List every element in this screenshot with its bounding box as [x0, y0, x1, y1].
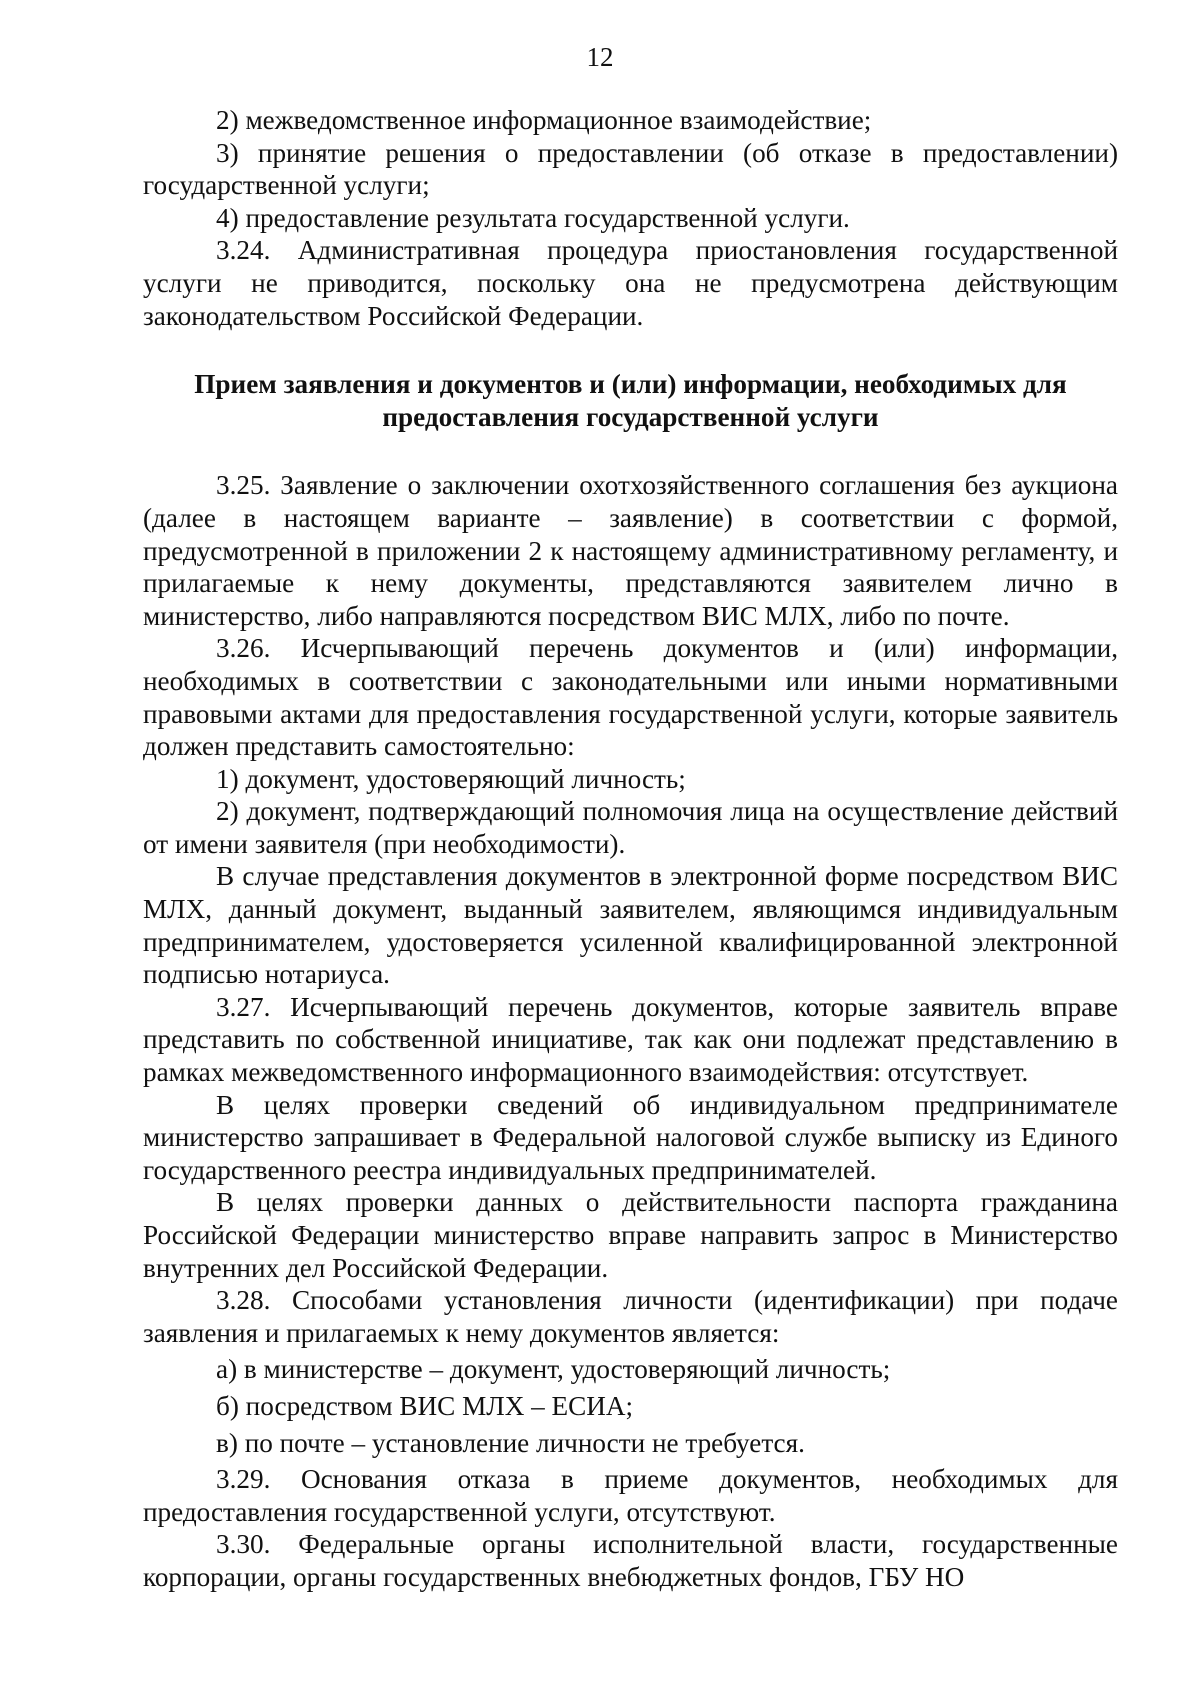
paragraph-list-item-2: 2) межведомственное информационное взаимодействие;	[216, 105, 872, 135]
paragraph-3-24: 3.24. Административная процедура приостановления государственной услуги не приводится, поскольку она не предусмотрена действующим законодательством Российской Федерации.	[143, 235, 1118, 331]
paragraph-3-26-item-1: 1) документ, удостоверяющий личность;	[216, 763, 686, 794]
paragraph-3-28: 3.28. Способами установления личности (идентификации) при подаче заявления и прилагаемых к нему документов является:	[143, 1285, 1118, 1348]
paragraph-3-26: 3.26. Исчерпывающий перечень документов и (или) информации, необходимых в соответствии с законодательными или иными нормативными правовыми актами для предоставления государственной услуги, которые заявитель должен представить самостоятельно:	[143, 633, 1118, 762]
paragraph-3-27: 3.27. Исчерпывающий перечень документов, которые заявитель вправе представить по собственной инициативе, так как они подлежат представлению в рамках межведомственного информационного взаимодействия: отсутствует.	[143, 991, 1118, 1088]
paragraph-tax-service-check: В целях проверки сведений об индивидуальном предпринимателе министерство запрашивает в Федеральной налоговой службе выписку из Единого государственного реестра индивидуальных предпринимателей.	[143, 1089, 1118, 1185]
document-body	[143, 104, 1118, 1594]
paragraph-3-25: 3.25. Заявление о заключении охотхозяйственного соглашения без аукциона (далее в настоящем варианте – заявление) в соответствии с формой, предусмотренной в приложении 2 к настоящему административному регламенту, и прилагаемые к нему документы, представляются заявителем лично в министерство, либо направляются посредством ВИС МЛХ, либо по почте.	[143, 470, 1118, 631]
paragraph-passport-check: В целях проверки данных о действительности паспорта гражданина Российской Федерации министерство вправе направить запрос в Министерство внутренних дел Российской Федерации.	[143, 1187, 1118, 1283]
section-heading-line-1: Прием заявления и документов и (или) информации, необходимых для	[194, 369, 1067, 400]
paragraph-list-item-4: 4) предоставление результата государственной услуги.	[216, 202, 850, 233]
paragraph-3-29: 3.29. Основания отказа в приеме документов, необходимых для предоставления государственной услуги, отсутствуют.	[143, 1464, 1118, 1527]
paragraph-3-28-item-c: в) по почте – установление личности не требуется.	[216, 1427, 805, 1458]
paragraph-3-28-item-a: а) в министерстве – документ, удостоверяющий личность;	[216, 1354, 891, 1385]
paragraph-3-28-item-b: б) посредством ВИС МЛХ – ЕСИА;	[216, 1390, 634, 1421]
section-heading-line-2: предоставления государственной услуги	[382, 401, 879, 432]
page-number: 12	[586, 42, 614, 72]
paragraph-3-26-item-2: 2) документ, подтверждающий полномочия лица на осуществление действий от имени заявителя (при необходимости).	[143, 796, 1118, 859]
paragraph-3-30: 3.30. Федеральные органы исполнительной власти, государственные корпорации, органы государственных внебюджетных фондов, ГБУ НО	[143, 1529, 1118, 1592]
paragraph-list-item-3: 3) принятие решения о предоставлении (об отказе в предоставлении) государственной услуги;	[143, 137, 1118, 201]
paragraph-electronic-form: В случае представления документов в электронной форме посредством ВИС МЛХ, данный документ, выданный заявителем, являющимся индивидуальным предпринимателем, удостоверяется усиленной квалифицированной электронной подписью нотариуса.	[143, 861, 1118, 990]
section-heading	[143, 368, 1118, 433]
